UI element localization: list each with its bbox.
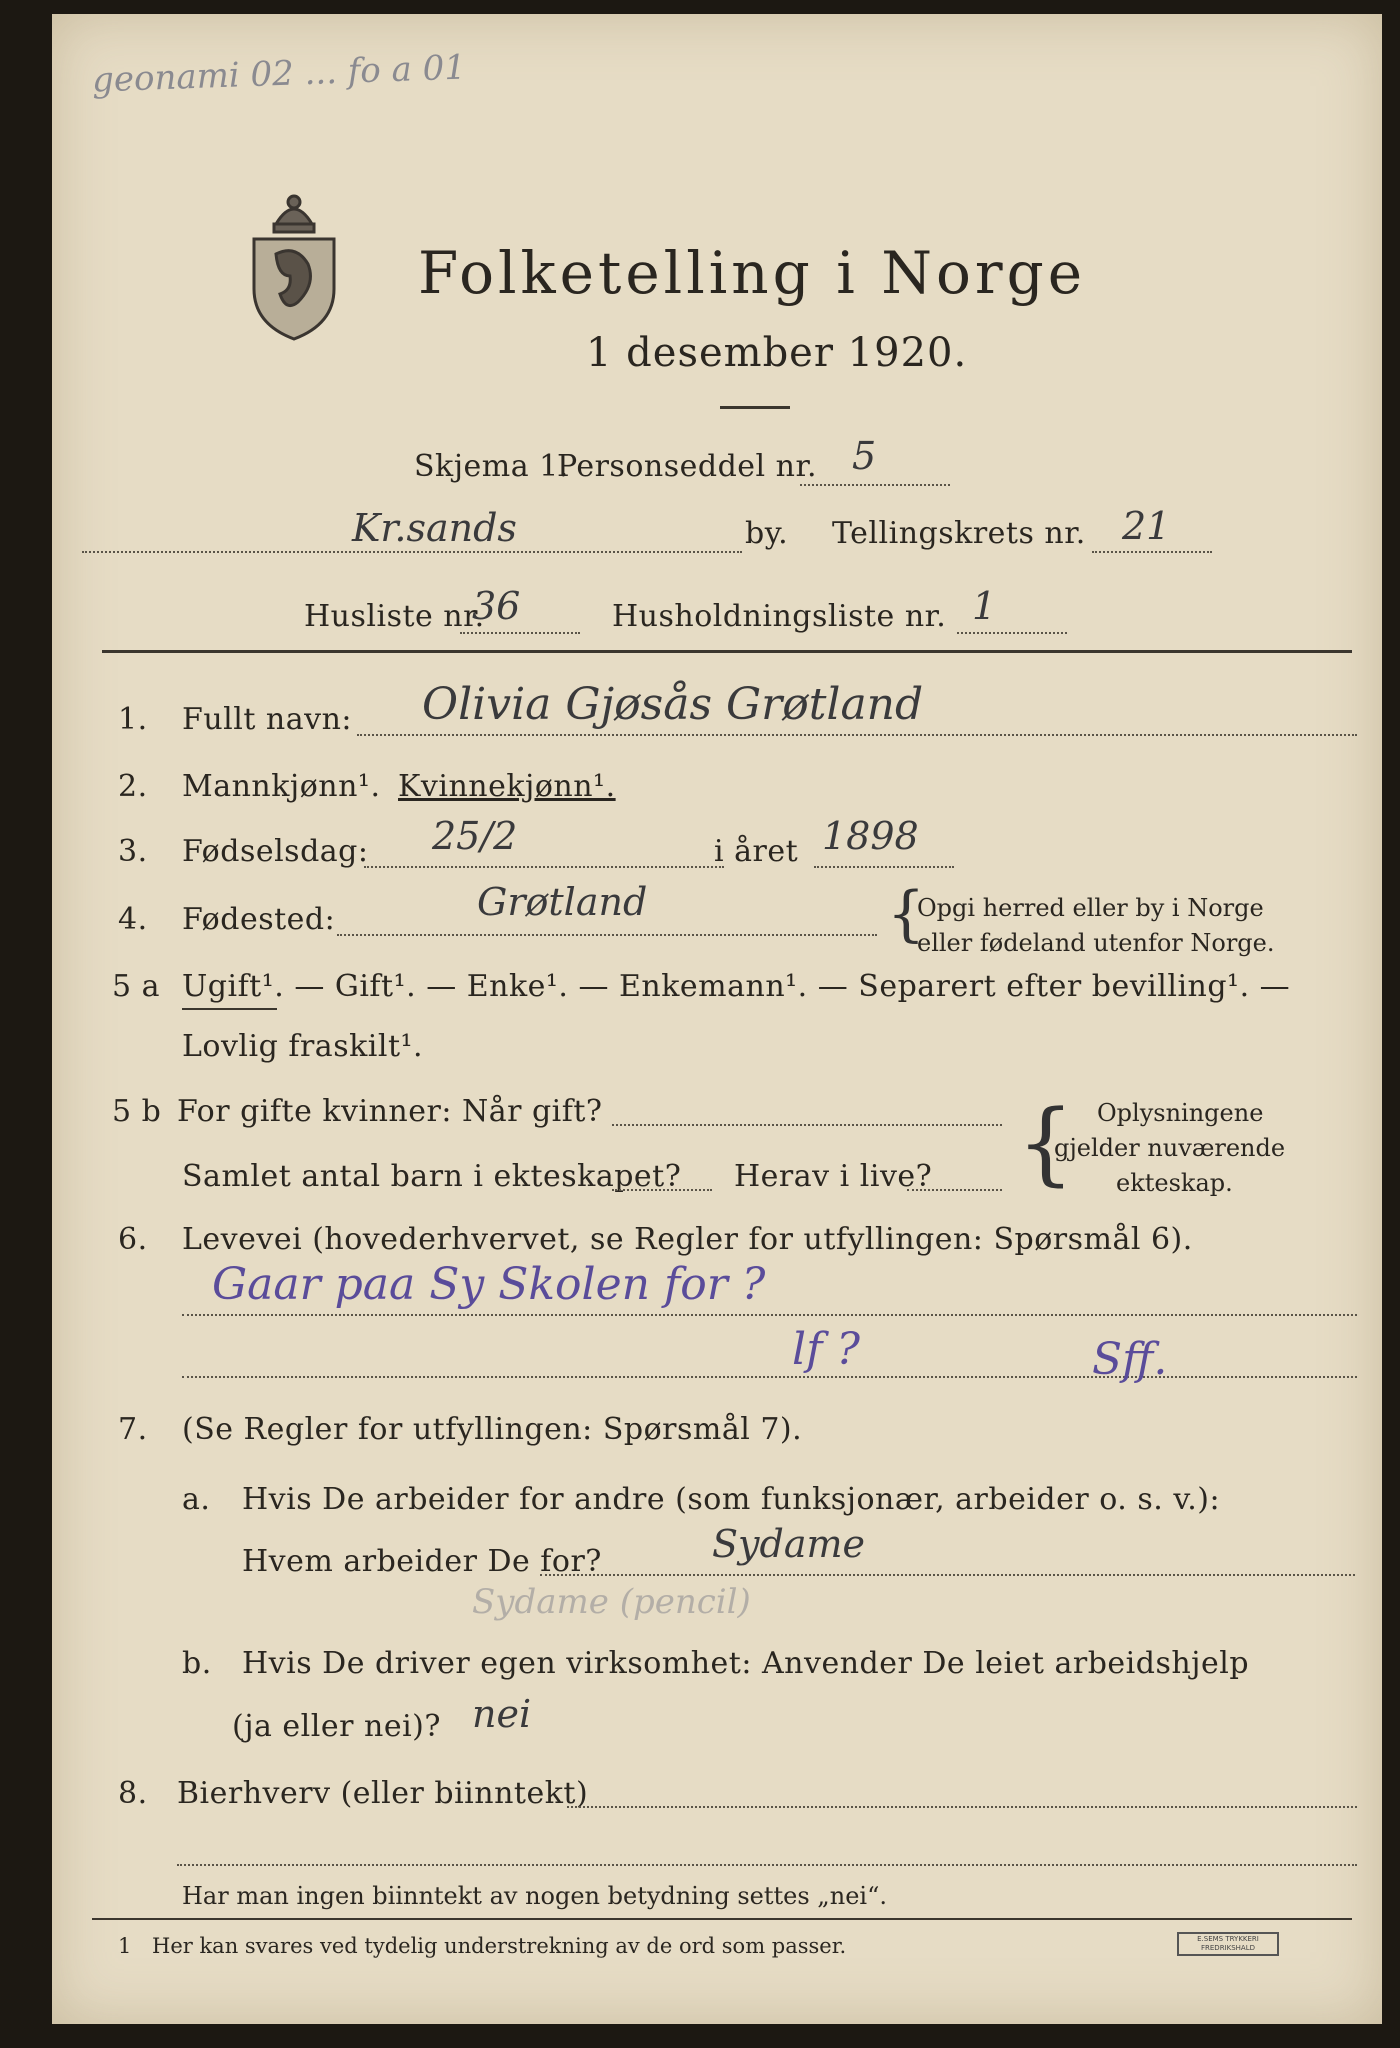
q3-value: 25/2 bbox=[432, 814, 518, 858]
personseddel-label: Personseddel nr. bbox=[557, 449, 818, 484]
q7b-line-2: (ja eller nei)? bbox=[232, 1709, 441, 1744]
husliste-label: Husliste nr. bbox=[304, 599, 485, 634]
q7-number: 7. bbox=[118, 1412, 148, 1447]
q5b-line-3 bbox=[907, 1189, 1002, 1191]
tellingskrets-value: 21 bbox=[1122, 504, 1171, 548]
q5a-number: 5 a bbox=[112, 969, 161, 1004]
q3-label: Fødselsdag: bbox=[182, 834, 369, 869]
q6-value-2: lf ? bbox=[792, 1324, 860, 1375]
form-title: Folketelling i Norge bbox=[418, 239, 1087, 307]
q3-number: 3. bbox=[118, 834, 148, 869]
q5b-line-2 bbox=[612, 1189, 712, 1191]
q7b-number: b. bbox=[182, 1646, 212, 1681]
q1-value: Olivia Gjøsås Grøtland bbox=[422, 679, 924, 730]
q6-value-3: Sff. bbox=[1092, 1334, 1168, 1385]
husliste-line bbox=[460, 632, 580, 634]
q7a-line-1: Hvis De arbeider for andre (som funksjonær, arbeider o. s. v.): bbox=[242, 1482, 1221, 1517]
tellingskrets-line bbox=[1092, 551, 1212, 553]
q3-line bbox=[364, 866, 724, 868]
q3-year-value: 1898 bbox=[822, 814, 919, 858]
q4-label: Fødested: bbox=[182, 902, 336, 937]
q8-label: Bierhverv (eller biinntekt) bbox=[177, 1776, 589, 1811]
q4-brace: { bbox=[887, 879, 926, 949]
q8-line-2 bbox=[177, 1864, 1357, 1866]
top-pencil-note: geonami 02 ... fo a 01 bbox=[91, 47, 467, 101]
q4-line bbox=[337, 934, 877, 936]
q8-line-1 bbox=[567, 1806, 1357, 1808]
footnote-text: Her kan svares ved tydelig understrekning av de ord som passer. bbox=[152, 1934, 847, 1958]
q5b-line-1 bbox=[612, 1124, 1002, 1126]
personseddel-value: 5 bbox=[852, 434, 877, 478]
by-label: by. bbox=[745, 516, 789, 551]
q3-year-line bbox=[814, 866, 954, 868]
q4-note-2: eller fødeland utenfor Norge. bbox=[917, 929, 1275, 957]
q7-label: (Se Regler for utfyllingen: Spørsmål 7). bbox=[182, 1412, 803, 1447]
q7a-number: a. bbox=[182, 1482, 211, 1517]
q5b-number: 5 b bbox=[112, 1094, 162, 1129]
q7b-value: nei bbox=[472, 1692, 532, 1736]
q4-note-1: Opgi herred eller by i Norge bbox=[917, 894, 1264, 922]
q6-line-2 bbox=[182, 1376, 1357, 1378]
q2-number: 2. bbox=[118, 769, 148, 804]
q7a-line-2: Hvem arbeider De for? bbox=[242, 1544, 602, 1579]
q5b-note-3: ekteskap. bbox=[1116, 1169, 1233, 1197]
q6-number: 6. bbox=[118, 1222, 148, 1257]
census-form-page bbox=[52, 14, 1382, 2024]
q1-number: 1. bbox=[118, 702, 148, 737]
q6-value: Gaar paa Sy Skolen for ? bbox=[212, 1259, 766, 1310]
q5a-ugift-underline bbox=[182, 1008, 277, 1010]
q2-female: Kvinnekjønn¹. bbox=[398, 769, 616, 804]
q5b-brace: { bbox=[1017, 1091, 1075, 1196]
q4-number: 4. bbox=[118, 902, 148, 937]
husholdning-line bbox=[957, 632, 1067, 634]
q7a-answer-line bbox=[540, 1574, 1355, 1576]
personseddel-line bbox=[800, 484, 950, 486]
bottom-note: Har man ingen biinntekt av nogen betydning settes „nei“. bbox=[182, 1882, 887, 1910]
q5b-label-3: Herav i live? bbox=[734, 1159, 933, 1194]
q7b-line-1: Hvis De driver egen virksomhet: Anvender De leiet arbeidshjelp bbox=[242, 1646, 1250, 1681]
husliste-value: 36 bbox=[472, 584, 521, 628]
q5b-label-1: For gifte kvinner: Når gift? bbox=[177, 1094, 603, 1129]
title-divider bbox=[720, 406, 790, 409]
q8-number: 8. bbox=[118, 1776, 148, 1811]
q2-male: Mannkjønn¹. bbox=[182, 769, 381, 804]
footnote-number: 1 bbox=[118, 1934, 132, 1958]
q6-line-1 bbox=[182, 1314, 1357, 1316]
printer-stamp: E.SEMS TRYKKERI FREDRIKSHALD bbox=[1177, 1932, 1279, 1956]
coat-of-arms-icon bbox=[246, 184, 342, 344]
tellingskrets-label: Tellingskrets nr. bbox=[832, 516, 1086, 551]
header-separator bbox=[102, 650, 1352, 653]
husholdning-label: Husholdningsliste nr. bbox=[612, 599, 947, 634]
by-line bbox=[82, 551, 742, 553]
q5b-label-2: Samlet antal barn i ekteskapet? bbox=[182, 1159, 682, 1194]
q1-label: Fullt navn: bbox=[182, 702, 353, 737]
q5a-line-1: Ugift¹. — Gift¹. — Enke¹. — Enkemann¹. — Separert efter bevilling¹. — bbox=[182, 969, 1291, 1004]
q7a-pencil-value: Sydame (pencil) bbox=[472, 1582, 751, 1622]
q1-line bbox=[357, 734, 1357, 736]
husholdning-value: 1 bbox=[972, 584, 997, 628]
q6-label: Levevei (hovederhvervet, se Regler for utfyllingen: Spørsmål 6). bbox=[182, 1222, 1193, 1257]
q5b-note-2: gjelder nuværende bbox=[1054, 1134, 1286, 1162]
q7a-value: Sydame bbox=[712, 1522, 866, 1566]
q5a-line-2: Lovlig fraskilt¹. bbox=[182, 1029, 424, 1064]
q5b-note-1: Oplysningene bbox=[1097, 1099, 1264, 1127]
footnote-divider bbox=[92, 1918, 1352, 1920]
by-value: Kr.sands bbox=[352, 506, 517, 550]
skjema-label: Skjema 1. bbox=[414, 449, 569, 484]
q4-value: Grøtland bbox=[477, 880, 648, 924]
q3-year-label: i året bbox=[714, 834, 799, 869]
form-subtitle: 1 desember 1920. bbox=[586, 330, 968, 376]
